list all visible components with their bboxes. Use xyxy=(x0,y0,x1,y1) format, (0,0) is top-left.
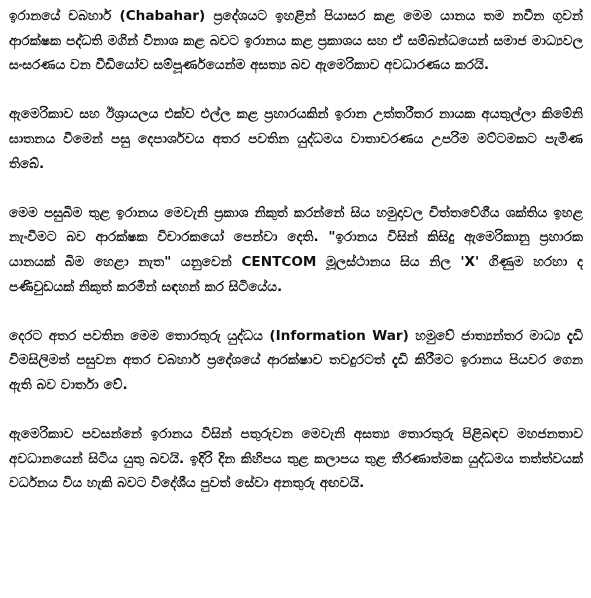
article-body xyxy=(9,4,583,496)
article-paragraph: මෙම පසුබිම තුළ ඉරානය මෙවැනි ප්‍රකාශ නිකුත් කරන්නේ සිය හමුදාවල චිත්තවේගීය ශක්තිය ඉහළ නැංවීමට බව ආරක්ෂක විචාරකයෝ පෙන්වා දෙති. "ඉරානය විසින් කිසිදු ඇමෙරිකානු ප්‍රහාරක යානයක් බිම හෙළා නැත" යනුවෙන් CENTCOM මූලස්ථානය සිය නිල 'X' ගිණුම හරහා ද පණිවුඩයක් නිකුත් කරමින් සඳහන් කර සිටියේය. xyxy=(9,204,583,295)
article-paragraph: ඉරානයේ චබහාර් (Chabahar) ප්‍රදේශයට ඉහළින් පියාසර කළ මෙම යානය තම නවීන ගුවන් ආරක්ෂක පද්ධති මගින් විනාශ කළ බවට ඉරානය කළ ප්‍රකාශය සහ ඒ සම්බන්ධයෙන් සමාජ මාධ්‍යවල සංසරණය වන වීඩියෝව සම්පූර්ණයෙන්ම අසත්‍ය බව ඇමෙරිකාව අවධාරණය කරයි. xyxy=(9,8,583,74)
article-paragraph: දෙරට අතර පවතින මෙම තොරතුරු යුද්ධය (Information War) හමුවේ ජාත්‍යන්තර මාධ්‍ය දැඩි විමසිලිමත් පසුවන අතර චබහාර් ප්‍රදේශයේ ආරක්ෂාව තවදුරටත් දැඩි කිරීමට ඉරානය පියවර ගෙන ඇති බව වාර්තා වේ. xyxy=(9,327,583,393)
article-paragraph: ඇමෙරිකාව සහ ඊශ්‍රායලය එක්ව එල්ල කළ ප්‍රහාරයකින් ඉරාන උත්තරීතර නායක අයතුල්ලා කිමේනි ඝාතනය වීමෙන් පසු දෙපාර්ශවය අතර පවතින යුද්ධමය වාතාවරණය උපරිම මට්ටමකට පැමිණ තිබේ. xyxy=(9,106,583,172)
article-paragraph: ඇමෙරිකාව පවසන්නේ ඉරානය විසින් පතුරුවන මෙවැනි අසත්‍ය තොරතුරු පිළිබඳව මහජනතාව අවධානයෙන් සිටිය යුතු බවයි. ඉදිරි දින කිහිපය තුළ කලාපය තුළ තීරණාත්මක යුද්ධමය තත්ත්වයක් වර්ධනය විය හැකි බවට විදේශීය පුවත් සේවා අනතුරු අඟවයි. xyxy=(9,426,583,492)
